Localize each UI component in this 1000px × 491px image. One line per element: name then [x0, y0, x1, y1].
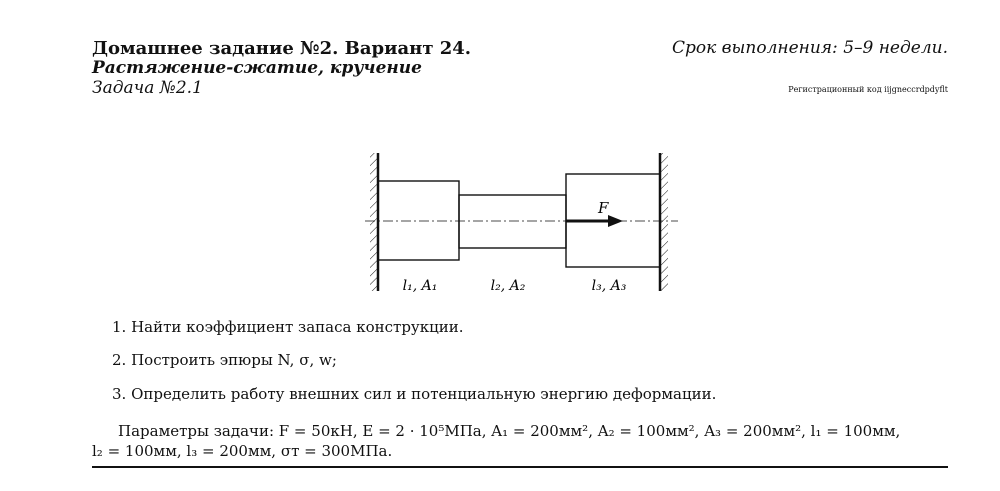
task-item-2: 2. Построить эпюры N, σ, w; — [112, 351, 337, 369]
bar-diagram — [360, 150, 690, 300]
registration-code: Регистрационный код iijgneccrdpdyflt — [788, 85, 948, 94]
segment-1 — [378, 181, 459, 260]
parameters-line-1: Параметры задачи: F = 50кН, E = 2 · 10⁵МПа, A₁ = 200мм², A₂ = 100мм², A₃ = 200мм², l₁ = 100мм, — [118, 422, 901, 440]
task-number: Задача №2.1 — [92, 78, 203, 98]
task-item-3: 3. Определить работу внешних сил и потенциальную энергию деформации. — [112, 385, 717, 403]
task-item-1: 1. Найти коэффициент запаса конструкции. — [112, 318, 464, 336]
bottom-rule — [92, 466, 948, 468]
parameters-line-2: l₂ = 100мм, l₃ = 200мм, σт = 300МПа. — [92, 442, 393, 460]
segment-label-2: l₂, A₂ — [490, 278, 526, 294]
force-arrowhead — [608, 215, 623, 227]
force-label: F — [598, 199, 609, 217]
segment-2 — [459, 195, 566, 248]
deadline-text: Срок выполнения: 5–9 недели. — [671, 38, 948, 58]
topic-subtitle: Растяжение-сжатие, кручение — [92, 58, 422, 78]
segment-label-3: l₃, A₃ — [591, 278, 627, 294]
assignment-title: Домашнее задание №2. Вариант 24. — [92, 38, 472, 59]
segment-label-1: l₁, A₁ — [402, 278, 438, 294]
